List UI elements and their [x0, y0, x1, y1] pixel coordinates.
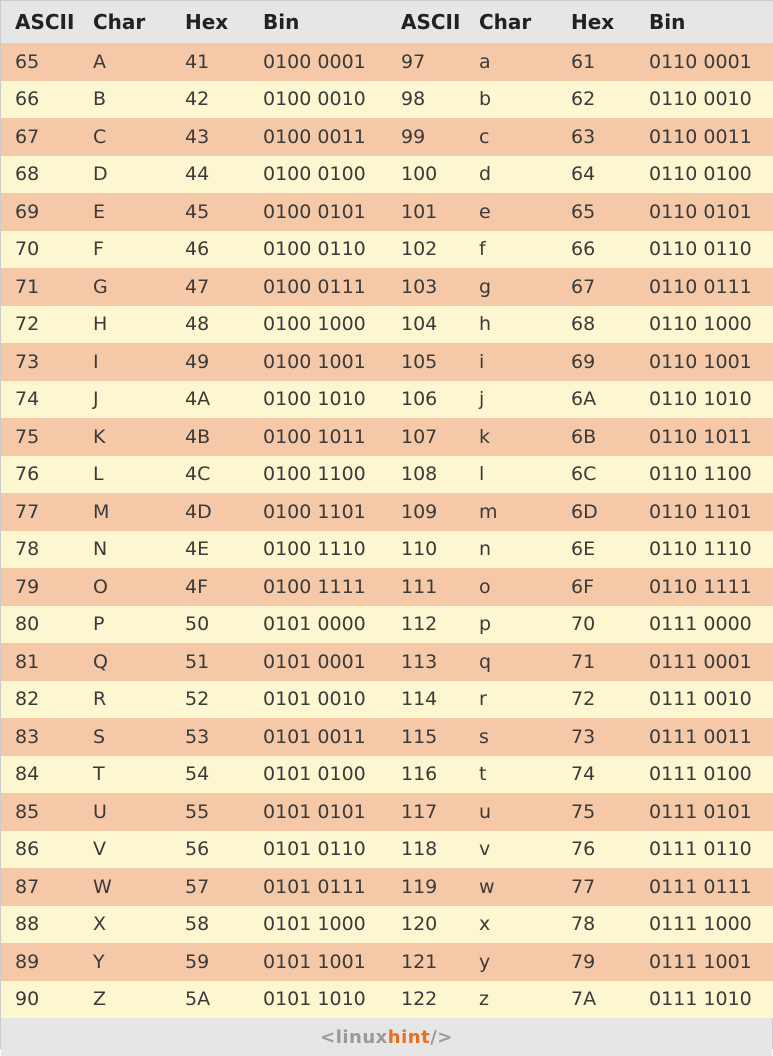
table-row	[1, 681, 773, 719]
cell-char-lower: d	[465, 156, 557, 194]
cell-hex-upper: 55	[171, 793, 249, 831]
cell-ascii-upper: 67	[1, 118, 79, 156]
cell-char-lower: z	[465, 981, 557, 1019]
table-row	[1, 906, 773, 944]
cell-ascii-upper: 75	[1, 418, 79, 456]
column-header-char-lower: Char	[465, 1, 557, 43]
column-header-bin-lower: Bin	[635, 1, 773, 43]
cell-bin-lower: 0111 1000	[635, 906, 773, 944]
cell-bin-upper: 0100 1111	[249, 568, 387, 606]
cell-ascii-upper: 74	[1, 381, 79, 419]
cell-ascii-lower: 98	[387, 81, 465, 119]
cell-bin-upper: 0100 0100	[249, 156, 387, 194]
cell-hex-upper: 44	[171, 156, 249, 194]
cell-char-upper: V	[79, 831, 171, 869]
table-row	[1, 231, 773, 269]
cell-hex-upper: 4F	[171, 568, 249, 606]
cell-hex-upper: 4B	[171, 418, 249, 456]
cell-hex-lower: 6B	[557, 418, 635, 456]
cell-hex-upper: 54	[171, 756, 249, 794]
cell-ascii-upper: 82	[1, 681, 79, 719]
cell-hex-upper: 51	[171, 643, 249, 681]
cell-hex-lower: 71	[557, 643, 635, 681]
cell-ascii-lower: 121	[387, 943, 465, 981]
cell-hex-upper: 56	[171, 831, 249, 869]
cell-char-upper: L	[79, 456, 171, 494]
cell-char-lower: a	[465, 43, 557, 81]
table-row	[1, 756, 773, 794]
cell-char-upper: J	[79, 381, 171, 419]
cell-char-lower: u	[465, 793, 557, 831]
cell-ascii-lower: 122	[387, 981, 465, 1019]
cell-hex-upper: 43	[171, 118, 249, 156]
table-row	[1, 793, 773, 831]
cell-bin-lower: 0110 1101	[635, 493, 773, 531]
cell-ascii-lower: 111	[387, 568, 465, 606]
table-row	[1, 981, 773, 1019]
ascii-table	[1, 1, 773, 1018]
cell-ascii-upper: 76	[1, 456, 79, 494]
cell-ascii-lower: 97	[387, 43, 465, 81]
cell-hex-upper: 47	[171, 268, 249, 306]
cell-char-upper: C	[79, 118, 171, 156]
cell-char-upper: Y	[79, 943, 171, 981]
cell-char-lower: l	[465, 456, 557, 494]
footer	[1, 1018, 772, 1056]
cell-ascii-lower: 118	[387, 831, 465, 869]
cell-ascii-upper: 68	[1, 156, 79, 194]
cell-bin-lower: 0110 0110	[635, 231, 773, 269]
cell-bin-upper: 0100 1100	[249, 456, 387, 494]
cell-ascii-lower: 102	[387, 231, 465, 269]
table-row	[1, 156, 773, 194]
cell-char-lower: s	[465, 718, 557, 756]
cell-char-lower: j	[465, 381, 557, 419]
cell-bin-lower: 0110 0100	[635, 156, 773, 194]
cell-hex-lower: 64	[557, 156, 635, 194]
cell-hex-lower: 67	[557, 268, 635, 306]
cell-hex-upper: 52	[171, 681, 249, 719]
cell-hex-lower: 65	[557, 193, 635, 231]
cell-hex-lower: 62	[557, 81, 635, 119]
cell-ascii-upper: 66	[1, 81, 79, 119]
cell-bin-lower: 0111 0110	[635, 831, 773, 869]
cell-char-upper: A	[79, 43, 171, 81]
cell-hex-upper: 4C	[171, 456, 249, 494]
table-row	[1, 418, 773, 456]
cell-hex-lower: 6E	[557, 531, 635, 569]
cell-bin-lower: 0110 1111	[635, 568, 773, 606]
table-row	[1, 943, 773, 981]
cell-hex-upper: 53	[171, 718, 249, 756]
cell-hex-upper: 46	[171, 231, 249, 269]
cell-hex-upper: 49	[171, 343, 249, 381]
cell-bin-upper: 0100 1000	[249, 306, 387, 344]
cell-ascii-upper: 81	[1, 643, 79, 681]
cell-hex-lower: 77	[557, 868, 635, 906]
cell-bin-upper: 0100 0111	[249, 268, 387, 306]
column-header-ascii-lower: ASCII	[387, 1, 465, 43]
cell-hex-upper: 50	[171, 606, 249, 644]
cell-char-lower: h	[465, 306, 557, 344]
table-row	[1, 43, 773, 81]
cell-char-upper: Q	[79, 643, 171, 681]
cell-char-upper: F	[79, 231, 171, 269]
table-row	[1, 643, 773, 681]
cell-char-lower: p	[465, 606, 557, 644]
cell-ascii-upper: 71	[1, 268, 79, 306]
table-row	[1, 531, 773, 569]
cell-hex-lower: 7A	[557, 981, 635, 1019]
cell-hex-lower: 74	[557, 756, 635, 794]
cell-bin-upper: 0101 0001	[249, 643, 387, 681]
cell-char-lower: c	[465, 118, 557, 156]
cell-char-lower: t	[465, 756, 557, 794]
cell-bin-lower: 0110 1000	[635, 306, 773, 344]
cell-char-lower: b	[465, 81, 557, 119]
cell-bin-lower: 0110 1100	[635, 456, 773, 494]
cell-char-lower: f	[465, 231, 557, 269]
table-row	[1, 868, 773, 906]
table-row	[1, 81, 773, 119]
cell-hex-lower: 6A	[557, 381, 635, 419]
cell-bin-upper: 0100 1101	[249, 493, 387, 531]
logo-angle-close: >	[437, 1026, 453, 1048]
cell-ascii-lower: 108	[387, 456, 465, 494]
logo-hint-text: hint	[387, 1026, 431, 1048]
cell-bin-lower: 0110 0111	[635, 268, 773, 306]
cell-hex-lower: 69	[557, 343, 635, 381]
cell-hex-lower: 73	[557, 718, 635, 756]
cell-char-upper: E	[79, 193, 171, 231]
cell-bin-lower: 0111 1001	[635, 943, 773, 981]
cell-char-upper: M	[79, 493, 171, 531]
cell-bin-lower: 0111 1010	[635, 981, 773, 1019]
cell-ascii-lower: 104	[387, 306, 465, 344]
cell-ascii-upper: 86	[1, 831, 79, 869]
cell-ascii-lower: 105	[387, 343, 465, 381]
column-header-ascii-upper: ASCII	[1, 1, 79, 43]
cell-hex-lower: 78	[557, 906, 635, 944]
cell-bin-lower: 0110 1010	[635, 381, 773, 419]
table-row	[1, 193, 773, 231]
cell-char-upper: K	[79, 418, 171, 456]
cell-ascii-upper: 73	[1, 343, 79, 381]
cell-bin-upper: 0101 0101	[249, 793, 387, 831]
cell-char-upper: S	[79, 718, 171, 756]
cell-bin-upper: 0101 1010	[249, 981, 387, 1019]
cell-ascii-upper: 88	[1, 906, 79, 944]
cell-char-lower: e	[465, 193, 557, 231]
cell-bin-upper: 0100 1110	[249, 531, 387, 569]
cell-char-upper: R	[79, 681, 171, 719]
cell-ascii-lower: 114	[387, 681, 465, 719]
cell-bin-lower: 0111 0001	[635, 643, 773, 681]
column-header-char-upper: Char	[79, 1, 171, 43]
cell-ascii-upper: 87	[1, 868, 79, 906]
cell-char-lower: m	[465, 493, 557, 531]
cell-char-lower: q	[465, 643, 557, 681]
cell-char-upper: D	[79, 156, 171, 194]
cell-char-upper: X	[79, 906, 171, 944]
cell-ascii-upper: 83	[1, 718, 79, 756]
cell-bin-lower: 0111 0000	[635, 606, 773, 644]
cell-char-lower: k	[465, 418, 557, 456]
cell-ascii-lower: 112	[387, 606, 465, 644]
cell-ascii-upper: 65	[1, 43, 79, 81]
cell-ascii-upper: 84	[1, 756, 79, 794]
cell-hex-upper: 58	[171, 906, 249, 944]
cell-hex-lower: 70	[557, 606, 635, 644]
cell-ascii-lower: 117	[387, 793, 465, 831]
cell-char-upper: T	[79, 756, 171, 794]
table-header	[1, 1, 773, 43]
cell-hex-upper: 4D	[171, 493, 249, 531]
cell-hex-lower: 68	[557, 306, 635, 344]
table-row	[1, 381, 773, 419]
cell-char-upper: G	[79, 268, 171, 306]
cell-bin-lower: 0110 0011	[635, 118, 773, 156]
column-header-hex-lower: Hex	[557, 1, 635, 43]
logo-slash: /	[430, 1026, 438, 1048]
cell-hex-lower: 66	[557, 231, 635, 269]
cell-ascii-upper: 90	[1, 981, 79, 1019]
cell-ascii-lower: 106	[387, 381, 465, 419]
header-row	[1, 1, 773, 43]
cell-char-lower: x	[465, 906, 557, 944]
cell-ascii-upper: 78	[1, 531, 79, 569]
cell-char-lower: w	[465, 868, 557, 906]
cell-ascii-upper: 70	[1, 231, 79, 269]
cell-bin-lower: 0110 0101	[635, 193, 773, 231]
cell-bin-upper: 0101 1001	[249, 943, 387, 981]
cell-hex-lower: 72	[557, 681, 635, 719]
cell-char-upper: I	[79, 343, 171, 381]
column-header-bin-upper: Bin	[249, 1, 387, 43]
cell-ascii-lower: 110	[387, 531, 465, 569]
column-header-hex-upper: Hex	[171, 1, 249, 43]
cell-ascii-upper: 79	[1, 568, 79, 606]
cell-bin-lower: 0110 1011	[635, 418, 773, 456]
cell-ascii-lower: 103	[387, 268, 465, 306]
cell-char-upper: H	[79, 306, 171, 344]
cell-bin-upper: 0101 0000	[249, 606, 387, 644]
cell-hex-upper: 45	[171, 193, 249, 231]
cell-char-upper: B	[79, 81, 171, 119]
cell-char-lower: y	[465, 943, 557, 981]
cell-bin-upper: 0100 0011	[249, 118, 387, 156]
cell-hex-lower: 79	[557, 943, 635, 981]
cell-hex-upper: 48	[171, 306, 249, 344]
cell-bin-lower: 0111 0101	[635, 793, 773, 831]
cell-bin-upper: 0100 0001	[249, 43, 387, 81]
cell-bin-upper: 0101 0011	[249, 718, 387, 756]
cell-bin-lower: 0110 1001	[635, 343, 773, 381]
cell-ascii-lower: 101	[387, 193, 465, 231]
cell-bin-lower: 0111 0111	[635, 868, 773, 906]
cell-char-upper: P	[79, 606, 171, 644]
cell-char-upper: N	[79, 531, 171, 569]
cell-ascii-lower: 113	[387, 643, 465, 681]
cell-hex-upper: 59	[171, 943, 249, 981]
cell-bin-upper: 0100 1011	[249, 418, 387, 456]
cell-ascii-upper: 80	[1, 606, 79, 644]
cell-ascii-lower: 99	[387, 118, 465, 156]
logo-linux-text: linux	[335, 1026, 388, 1048]
cell-char-lower: o	[465, 568, 557, 606]
cell-char-upper: U	[79, 793, 171, 831]
cell-char-upper: O	[79, 568, 171, 606]
cell-ascii-lower: 107	[387, 418, 465, 456]
cell-ascii-lower: 116	[387, 756, 465, 794]
table-row	[1, 568, 773, 606]
table-row	[1, 118, 773, 156]
table-row	[1, 606, 773, 644]
cell-bin-lower: 0110 0010	[635, 81, 773, 119]
cell-hex-upper: 4A	[171, 381, 249, 419]
table-row	[1, 306, 773, 344]
cell-char-lower: v	[465, 831, 557, 869]
cell-bin-upper: 0100 0010	[249, 81, 387, 119]
cell-char-lower: i	[465, 343, 557, 381]
cell-ascii-lower: 120	[387, 906, 465, 944]
cell-ascii-lower: 119	[387, 868, 465, 906]
cell-char-upper: W	[79, 868, 171, 906]
cell-hex-upper: 4E	[171, 531, 249, 569]
cell-bin-upper: 0100 1001	[249, 343, 387, 381]
table-row	[1, 268, 773, 306]
cell-hex-upper: 5A	[171, 981, 249, 1019]
table-row	[1, 456, 773, 494]
cell-bin-upper: 0100 1010	[249, 381, 387, 419]
cell-bin-lower: 0111 0010	[635, 681, 773, 719]
cell-hex-lower: 6F	[557, 568, 635, 606]
cell-ascii-lower: 109	[387, 493, 465, 531]
cell-ascii-upper: 72	[1, 306, 79, 344]
cell-char-lower: g	[465, 268, 557, 306]
cell-ascii-lower: 115	[387, 718, 465, 756]
cell-bin-lower: 0110 0001	[635, 43, 773, 81]
cell-char-lower: n	[465, 531, 557, 569]
cell-ascii-lower: 100	[387, 156, 465, 194]
cell-bin-lower: 0111 0011	[635, 718, 773, 756]
cell-char-lower: r	[465, 681, 557, 719]
cell-hex-lower: 63	[557, 118, 635, 156]
table-row	[1, 718, 773, 756]
cell-char-upper: Z	[79, 981, 171, 1019]
cell-ascii-upper: 89	[1, 943, 79, 981]
table-row	[1, 493, 773, 531]
cell-bin-upper: 0101 0010	[249, 681, 387, 719]
cell-bin-upper: 0100 0101	[249, 193, 387, 231]
cell-hex-lower: 76	[557, 831, 635, 869]
cell-ascii-upper: 77	[1, 493, 79, 531]
cell-ascii-upper: 69	[1, 193, 79, 231]
cell-bin-upper: 0101 0100	[249, 756, 387, 794]
cell-hex-upper: 42	[171, 81, 249, 119]
cell-bin-upper: 0101 0110	[249, 831, 387, 869]
cell-hex-lower: 75	[557, 793, 635, 831]
table-row	[1, 831, 773, 869]
cell-bin-lower: 0111 0100	[635, 756, 773, 794]
cell-bin-upper: 0100 0110	[249, 231, 387, 269]
cell-bin-lower: 0110 1110	[635, 531, 773, 569]
linuxhint-logo	[320, 1027, 453, 1048]
cell-ascii-upper: 85	[1, 793, 79, 831]
cell-hex-upper: 57	[171, 868, 249, 906]
cell-hex-lower: 6D	[557, 493, 635, 531]
cell-hex-upper: 41	[171, 43, 249, 81]
cell-bin-upper: 0101 0111	[249, 868, 387, 906]
table-body	[1, 43, 773, 1018]
table-row	[1, 343, 773, 381]
cell-bin-upper: 0101 1000	[249, 906, 387, 944]
cell-hex-lower: 61	[557, 43, 635, 81]
cell-hex-lower: 6C	[557, 456, 635, 494]
logo-angle-open: <	[320, 1026, 336, 1048]
